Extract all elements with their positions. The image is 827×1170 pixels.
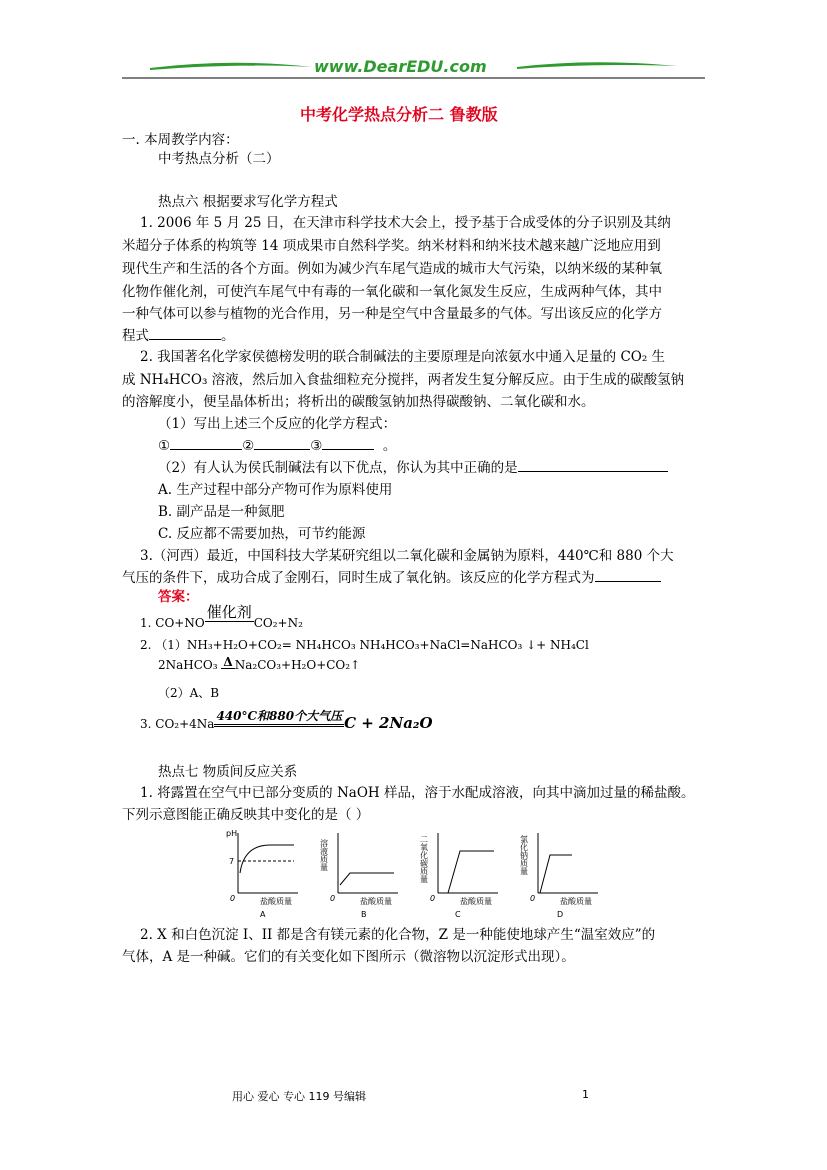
- page-title: 中考化学热点分析二 鲁教版: [300, 105, 498, 124]
- section1-sub: 中考热点分析（二）: [158, 151, 280, 167]
- chart-d-origin: 0: [530, 894, 536, 903]
- hot6-q1-line: 米超分子体系的构筑等 14 项成果市自然科学奖。纳米材料和纳米技术越来越广泛地应用到: [122, 238, 661, 254]
- answer-2-line2: [158, 656, 360, 674]
- ans2-left: 2NaHCO₃: [158, 658, 218, 672]
- hot6-q1-line: 1. 2006 年 5 月 25 日，在天津市科学技术大会上，授予基于合成受体的分子识别及其纳: [140, 215, 671, 231]
- header-banner: [122, 54, 705, 84]
- ans1-over: 催化剂: [206, 603, 252, 621]
- answer-1: [140, 603, 303, 632]
- section1-heading: 一. 本周教学内容：: [122, 132, 239, 148]
- chart-a-origin: 0: [230, 894, 236, 903]
- chart-d: [520, 833, 599, 919]
- answer-3: [140, 707, 433, 733]
- chart-a-tick: 7: [229, 857, 235, 866]
- chart-c-xlabel: 盐酸质量: [460, 897, 492, 906]
- chart-b-xlabel: 盐酸质量: [360, 897, 392, 906]
- hot6-q1-line: 化物作催化剂，可使汽车尾气中有毒的一氧化碳和一氧化氮发生反应，生成两种气体，其中: [122, 284, 662, 300]
- ans3-left: 3. CO₂+4Na: [140, 717, 215, 731]
- hot6-q1-last-text: 程式: [122, 328, 149, 344]
- chart-a-letter: A: [260, 910, 266, 919]
- answer-2-sub2: （2）A、B: [158, 686, 220, 700]
- chart-a-xlabel: 盐酸质量: [260, 897, 292, 906]
- ans2-condition: [221, 656, 234, 669]
- chart-c: [420, 833, 499, 919]
- answer-blank[interactable]: [149, 327, 221, 340]
- chart-c-origin: 0: [430, 894, 436, 903]
- hot7-heading: 热点七 物质间反应关系: [158, 764, 298, 780]
- circle-2: ②: [242, 438, 255, 454]
- chart-a: [226, 829, 298, 919]
- hot6-q2-sub1: （1）写出上述三个反应的化学方程式：: [158, 416, 397, 432]
- ans1-left: 1. CO+NO: [140, 616, 205, 630]
- answer-blank[interactable]: [170, 437, 242, 450]
- chart-b-ylabel: 溶液质量: [319, 839, 329, 871]
- ans2-over: Δ: [223, 655, 233, 669]
- hot6-q3-line2: [122, 569, 661, 587]
- circle-3: ③: [310, 438, 323, 454]
- hot6-q1-last: [122, 327, 235, 345]
- hot7-q1-line: 下列示意图能正确反映其中变化的是（ ）: [122, 807, 370, 823]
- hot7-q1-line: 1. 将露置在空气中已部分变质的 NaOH 样品，溶于水配成溶液，向其中滴加过量的稀盐酸。: [140, 785, 695, 801]
- option-c: C. 反应都不需要加热，可节约能源: [158, 526, 366, 542]
- page-number: 1: [582, 1088, 589, 1101]
- chart-d-ylabel: 氯化钠质量: [519, 835, 529, 875]
- circle-end: 。: [382, 438, 397, 454]
- ans3-condition: [214, 708, 344, 727]
- chart-b-origin: 0: [330, 894, 336, 903]
- chart-b-letter: B: [361, 910, 367, 919]
- chart-c-ylabel: 二氧化碳质量: [419, 835, 429, 883]
- hot6-q3-line2-text: 气压的条件下，成功合成了金刚石，同时生成了氧化钠。该反应的化学方程式为: [122, 570, 595, 586]
- answer-blank[interactable]: [595, 569, 661, 582]
- hot6-q1-line: 现代生产和生活的各个方面。例如为减少汽车尾气造成的城市大气污染，以纳米级的某种氧: [122, 261, 662, 277]
- hot6-heading: 热点六 根据要求写化学方程式: [158, 194, 338, 210]
- footer-text: 用心 爱心 专心 119 号编辑: [232, 1090, 366, 1103]
- hot6-q2-line: 成 NH₄HCO₃ 溶液，然后加入食盐细粒充分搅拌，两者发生复分解反应。由于生成的碳酸氢钠: [122, 372, 685, 388]
- hot7-q2-line: 气体，A 是一种碱。它们的有关变化如下图所示（微溶物以沉淀形式出现）。: [122, 949, 575, 965]
- hot6-q1-end: 。: [221, 328, 235, 344]
- hot7-q2-line: 2. X 和白色沉淀 I、II 都是含有镁元素的化合物，Z 是一种能使地球产生“温室效应”的: [140, 927, 656, 943]
- ans1-condition: [205, 603, 254, 622]
- answer-label: 答案：: [158, 589, 199, 605]
- chart-c-letter: C: [455, 910, 461, 919]
- option-b: B. 副产品是一种氮肥: [158, 504, 285, 520]
- option-charts: [220, 825, 610, 925]
- option-a: A. 生产过程中部分产物可作为原料使用: [158, 482, 393, 498]
- chart-a-ylabel: pH: [226, 829, 238, 838]
- answer-blank[interactable]: [518, 459, 668, 472]
- chart-b: [320, 833, 399, 919]
- header-brand[interactable]: www.DearEDU.com: [314, 57, 487, 76]
- ans1-right: CO₂+N₂: [253, 616, 303, 630]
- ans3-right: C + 2Na₂O: [344, 714, 433, 732]
- hot6-q2-circles: [158, 437, 396, 455]
- hot6-q2-line: 的溶解度小，便呈晶体析出；将析出的碳酸氢钠加热得碳酸钠、二氧化碳和水。: [122, 394, 595, 410]
- ans2-right: Na₂CO₃+H₂O+CO₂↑: [234, 658, 361, 672]
- answer-2-line1: 2. （1）NH₃+H₂O+CO₂= NH₄HCO₃ NH₄HCO₃+NaCl=NaHCO₃ ↓+ NH₄Cl: [140, 638, 589, 652]
- ans3-over: 440°C和880个大气压: [214, 708, 344, 727]
- circle-1: ①: [158, 438, 171, 454]
- hot6-q3-line: 3.（河西）最近，中国科技大学某研究组以二氧化碳和金属钠为原料，440℃和 880 个大: [140, 548, 674, 564]
- hot6-q2-line: 2. 我国著名化学家侯德榜发明的联合制碱法的主要原理是向浓氨水中通入足量的 CO₂ 生: [140, 349, 666, 365]
- answer-blank[interactable]: [254, 437, 310, 450]
- answer-blank[interactable]: [322, 437, 374, 450]
- hot6-q1-line: 一种气体可以参与植物的光合作用，另一种是空气中含量最多的气体。写出该反应的化学方: [122, 306, 662, 322]
- hot6-q2-sub2-text: （2）有人认为侯氏制碱法有以下优点，你认为其中正确的是: [158, 460, 518, 476]
- chart-d-xlabel: 盐酸质量: [560, 897, 592, 906]
- chart-d-letter: D: [557, 910, 564, 919]
- hot6-q2-sub2: [158, 459, 668, 477]
